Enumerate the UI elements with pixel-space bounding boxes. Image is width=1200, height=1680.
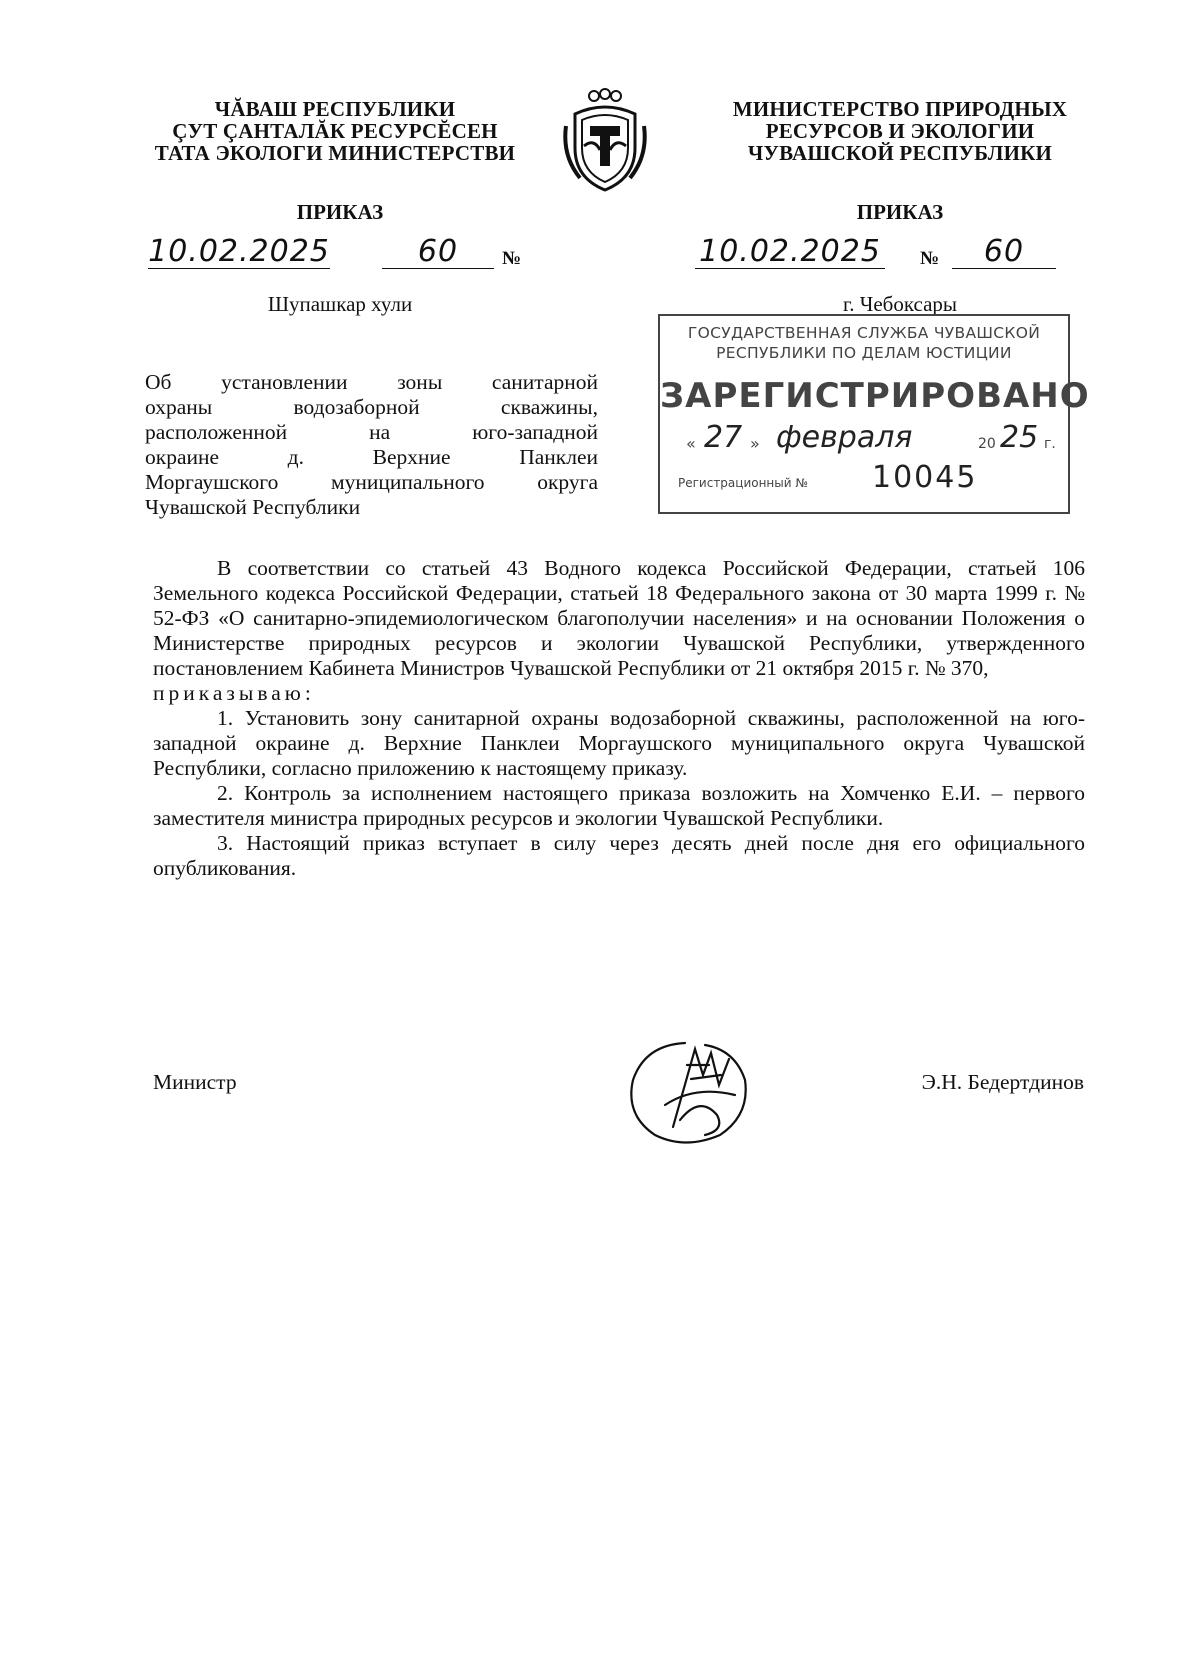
stamp-month: февраля — [776, 420, 913, 455]
coat-of-arms-icon — [560, 86, 650, 196]
title-line-6: Чувашской Республики — [145, 495, 361, 519]
header-right-line-3: ЧУВАШСКОЙ РЕСПУБЛИКИ — [747, 141, 1053, 165]
document-body — [153, 556, 1085, 881]
order-date-right: 10.02.2025 — [695, 232, 885, 269]
body-item-2: 2. Контроль за исполнением настоящего приказа возложить на Хомченко Е.И. – первого заместителя министра природных ресурсов и экологии Чувашской Республики. — [153, 781, 1085, 830]
title-line-5: Моргаушского муниципального округа — [145, 470, 598, 494]
registration-stamp — [658, 314, 1090, 514]
signature-position: Министр — [153, 1070, 237, 1094]
place-left: Шупашкар хули — [267, 292, 413, 316]
stamp-quote-close: » — [750, 434, 760, 453]
stamp-line-2: РЕСПУБЛИКИ ПО ДЕЛАМ ЮСТИЦИИ — [716, 344, 1012, 362]
order-number-right: 60 — [952, 232, 1056, 269]
handwritten-signature — [625, 1035, 755, 1150]
place-right: г. Чебоксары — [842, 292, 958, 316]
header-right-line-1: МИНИСТЕРСТВО ПРИРОДНЫХ — [732, 97, 1068, 121]
stamp-date-row — [660, 420, 1068, 458]
stamp-year-prefix: 20 — [978, 436, 996, 452]
header-left-line-3: ТАТА ЭКОЛОГИ МИНИСТЕРСТВИ — [154, 141, 516, 165]
stamp-status: ЗАРЕГИСТРИРОВАНО — [660, 376, 1090, 416]
title-line-4: окраине д. Верхние Панклеи — [145, 445, 598, 469]
stamp-year-suffix: 25 — [1000, 420, 1039, 455]
stamp-reg-label: Регистрационный № — [678, 476, 808, 490]
order-label-left: ПРИКАЗ — [296, 200, 384, 224]
header-left — [130, 98, 540, 164]
header-left-line-2: ÇУТ ÇАНТАЛĂК РЕСУРСĔСЕН — [172, 119, 498, 143]
stamp-line-1: ГОСУДАРСТВЕННАЯ СЛУЖБА ЧУВАШСКОЙ — [687, 324, 1041, 342]
title-line-3: расположенной на юго-западной — [145, 420, 598, 444]
body-item-1: 1. Установить зону санитарной охраны водозаборной скважины, расположенной на юго-западной окраине д. Верхние Панклеи Моргаушского муниципального округа Чувашской Республики, согласно приложению к настоящему приказу. — [153, 706, 1085, 780]
stamp-day: 27 — [704, 420, 743, 455]
title-line-2: охраны водозаборной скважины, — [145, 395, 598, 419]
number-sign-right: № — [920, 248, 940, 269]
stamp-reg-row — [660, 462, 1068, 498]
title-line-1: Об установлении зоны санитарной — [145, 370, 598, 394]
body-preamble: В соответствии со статьей 43 Водного кодекса Российской Федерации, статьей 106 Земельного кодекса Российской Федерации, статьей 18 Федерального закона от 30 марта 1999 г. № 52-ФЗ «О санитарно-эпидемиологическом благополучии населения» и на основании Положения о Министерстве природных ресурсов и экологии Чувашской Республики, утвержденного постановлением Кабинета Министров Чувашской Республики от 21 октября 2015 г. № 370, — [153, 556, 1085, 680]
stamp-quote-open: « — [686, 434, 696, 453]
header-left-line-1: ЧĂВАШ РЕСПУБЛИКИ — [214, 97, 456, 121]
body-orders-word: приказываю: — [153, 681, 315, 705]
stamp-reg-number: 10045 — [872, 460, 978, 495]
header-right-line-2: РЕСУРСОВ И ЭКОЛОГИИ — [765, 119, 1035, 143]
order-date-left: 10.02.2025 — [148, 234, 330, 269]
order-label-right: ПРИКАЗ — [856, 200, 944, 224]
order-number-left: 60 — [382, 232, 494, 269]
signature-name: Э.Н. Бедертдинов — [921, 1070, 1084, 1094]
header-right — [700, 98, 1100, 164]
body-item-3: 3. Настоящий приказ вступает в силу через десять дней после дня его официального опубликования. — [153, 831, 1085, 880]
number-sign-left: № — [502, 248, 522, 269]
document-title — [145, 370, 598, 520]
stamp-year-unit: г. — [1044, 436, 1056, 452]
